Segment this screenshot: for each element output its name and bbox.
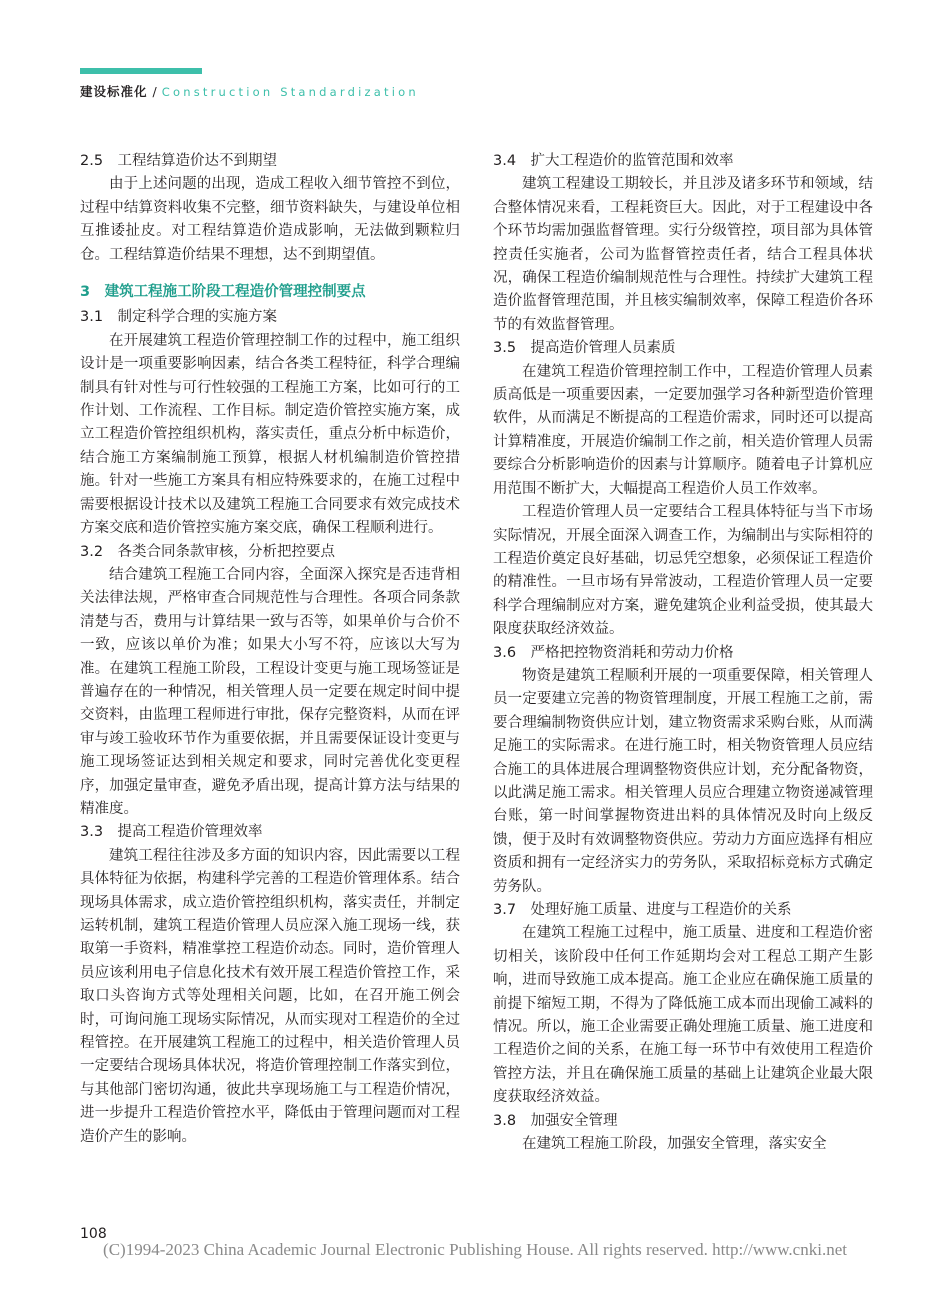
paragraph: 物资是建筑工程顺利开展的一项重要保障，相关管理人员一定要建立完善的物资管理制度，开展工程施工之前，需要合理编制物资供应计划，建立物资需求采购台账，从而满足施工的实际需求。在进行施工时，相关物资管理人员应结合施工的具体进展合理调整物资供应计划，充分配备物资，以此满足施工需求。相关管理人员应合理建立物资递减管理台账，第一时间掌握物资进出料的具体情况及时向上级反馈，便于及时有效调整物资供应。劳动力方面应选择有相应资质和拥有一定经济实力的劳务队，采取招标竞标方式确定劳务队。 — [493, 667, 873, 895]
section-heading: 3.2 各类合同条款审核，分析把控要点 — [80, 543, 336, 560]
section-heading: 2.5 工程结算造价达不到期望 — [80, 153, 278, 169]
left-column — [80, 150, 460, 1149]
paragraph: 在建筑工程施工阶段，加强安全管理，落实安全 — [522, 1136, 827, 1153]
running-head — [80, 82, 419, 100]
paragraph: 在建筑工程造价管理控制工作中，工程造价管理人员素质高低是一项重要因素，一定要加强学习各种新型造价管理软件，从而满足不断提高的工程造价需求，同时还可以提高计算精准度，开展造价编制工作之前，相关造价管理人员需要综合分析影响造价的因素与计算顺序。随着电子计算机应用范围不断扩大，大幅提高工程造价人员工作效率。 — [493, 363, 873, 497]
paragraph: 结合建筑工程施工合同内容，全面深入探究是否违背相关法律法规，严格审查合同规范性与合理性。各项合同条款清楚与否，费用与计算结果一致与否等，如果单价与合价不一致，应该以单价为准；如果大小写不符，应该以大写为准。在建筑工程施工阶段，工程设计变更与施工现场签证是普遍存在的一种情况，相关管理人员一定要在规定时间中提交资料，由监理工程师进行审批，保存完整资料，从而在评审与竣工验收环节作为重要依据，并且需要保证设计变更与施工现场签证达到相关规定和要求，同时完善优化变更程序，加强定量审查，避免矛盾出现，提高计算方法与结果的精准度。 — [80, 566, 460, 817]
section-heading: 3.3 提高工程造价管理效率 — [80, 824, 263, 841]
paragraph: 由于上述问题的出现，造成工程收入细节管控不到位，过程中结算资料收集不完整，细节资料缺失，与建设单位相互推诿扯皮。对工程结算造价造成影响，无法做到颗粒归仓。工程结算造价结果不理想，达不到期望值。 — [80, 176, 460, 263]
running-head-title-en: Construction Standardization — [161, 85, 419, 99]
section-heading: 3.6 严格把控物资消耗和劳动力价格 — [493, 644, 734, 661]
section-heading: 3.7 处理好施工质量、进度与工程造价的关系 — [493, 902, 792, 918]
paragraph: 建筑工程建设工期较长，并且涉及诸多环节和领域，结合整体情况来看，工程耗资巨大。因此，对于工程建设中各个环节均需加强监督管理。实行分级管控，项目部为具体管控责任实施者，公司为监督管控责任者，结合工程具体状况，确保工程造价编制规范性与合理性。持续扩大建筑工程造价监督管理范围，并且核实编制效率，保障工程造价各环节的有效监督管理。 — [493, 176, 873, 333]
section-heading: 3.5 提高造价管理人员素质 — [493, 340, 676, 357]
paragraph: 建筑工程往往涉及多方面的知识内容，因此需要以工程具体特征为依据，构建科学完善的工程造价管理体系。结合现场具体需求，成立造价管控组织机构，落实责任，并制定运转机制，建筑工程造价管理人员应深入施工现场一线，获取第一手资料，精准掌控工程造价动态。同时，造价管理人员应该利用电子信息化技术有效开展工程造价管控工作，采取口头咨询方式等处理相关问题，比如，在召开施工例会时，可询问施工现场实际情况，从而实现对工程造价的全过程管控。在开展建筑工程施工的过程中，相关造价管理人员一定要结合现场具体状况，将造价管理控制工作落实到位，与其他部门密切沟通，彼此共享现场施工与工程造价情况，进一步提升工程造价管控水平，降低由于管理问题而对工程造价产生的影响。 — [80, 847, 460, 1145]
paragraph: 工程造价管理人员一定要结合工程具体特征与当下市场实际情况，开展全面深入调查工作，为编制出与实际相符的工程造价奠定良好基础，切忌凭空想象，必须保证工程造价的精准性。一旦市场有异常波动，工程造价管理人员一定要科学合理编制应对方案，避免建筑企业利益受损，使其最大限度获取经济效益。 — [493, 504, 873, 638]
running-head-separator: / — [152, 84, 157, 99]
section-heading: 3.1 制定科学合理的实施方案 — [80, 309, 278, 326]
section-heading: 3.8 加强安全管理 — [493, 1112, 618, 1129]
header-accent-bar — [80, 68, 202, 74]
right-column — [493, 150, 873, 1156]
page-number: 108 — [80, 1226, 107, 1242]
copyright-notice: (C)1994-2023 China Academic Journal Electronic Publishing House. All rights reserved. http://www.cnki.net — [103, 1240, 847, 1259]
paragraph: 在建筑工程施工过程中，施工质量、进度和工程造价密切相关，该阶段中任何工作延期均会对工程总工期产生影响，进而导致施工成本提高。施工企业应在确保施工质量的前提下缩短工期，不得为了降低施工成本而出现偷工减料的情况。所以，施工企业需要正确处理施工质量、施工进度和工程造价之间的关系，在施工每一环节中有效使用工程造价管控方法，并且在确保施工质量的基础上让建筑企业最大限度获取经济效益。 — [493, 925, 873, 1106]
paragraph: 在开展建筑工程造价管理控制工作的过程中，施工组织设计是一项重要影响因素，结合各类工程特征，科学合理编制具有针对性与可行性较强的工程施工方案，比如可行的工作计划、工作流程、工作目标。制定造价管控实施方案，成立工程造价管控组织机构，落实责任，重点分析中标造价，结合施工方案编制施工预算，根据人材机编制造价管控措施。针对一些施工方案具有相应特殊要求的，在施工过程中需要根据设计技术以及建筑工程施工合同要求有效完成技术方案交底和造价管控实施方案交底，确保工程顺利进行。 — [80, 332, 460, 537]
chapter-heading: 3 建筑工程施工阶段工程造价管理控制要点 — [80, 284, 366, 301]
running-head-title-cn: 建设标准化 — [80, 84, 148, 99]
section-heading: 3.4 扩大工程造价的监管范围和效率 — [493, 153, 734, 169]
